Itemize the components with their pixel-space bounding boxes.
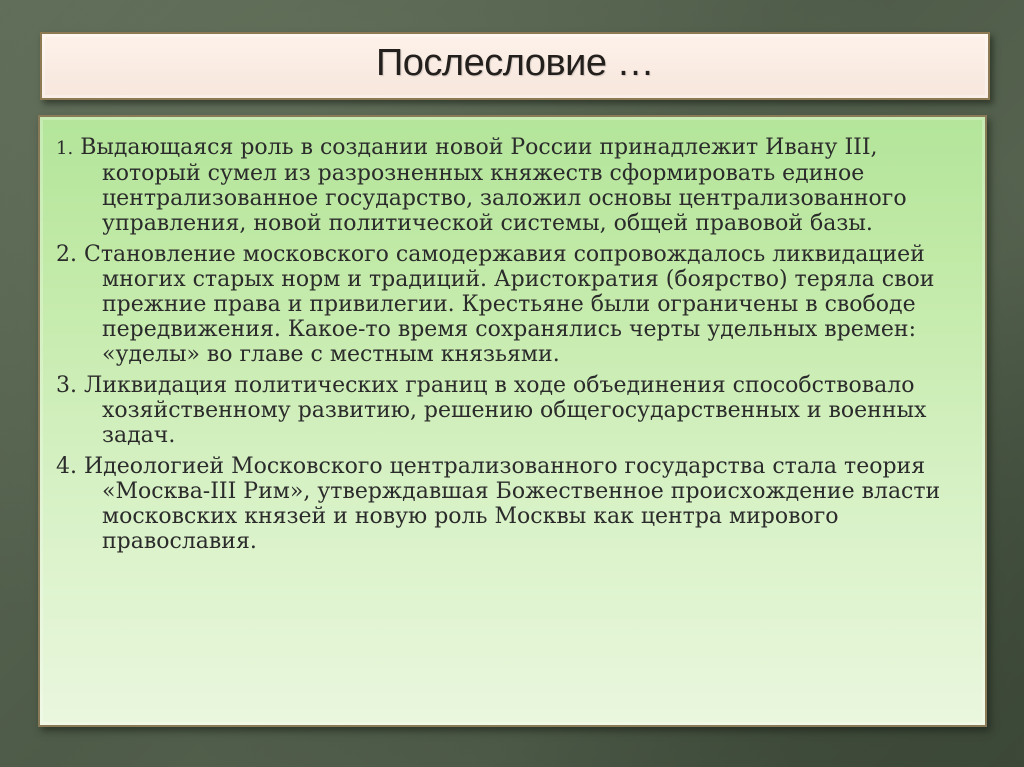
item-number: 3. xyxy=(56,373,77,398)
list-item-4 xyxy=(56,454,961,554)
afterword-list xyxy=(56,135,961,560)
item-text: Становление московского самодержавия сопровождалось ликвидацией многих старых норм и традиций. Аристократия (боярство) теряла свои прежние права и привилегии. Крестьяне были ограничены в свободе передвижения. Какое-то время сохранялись черты удельных времен: «уделы» во главе с местным князьями. xyxy=(84,242,935,367)
list-item-1 xyxy=(56,135,961,236)
slide-title: Послесловие … xyxy=(375,42,655,84)
item-text: Идеологией Московского централизованного государства стала теория «Москва-III Рим», утверждавшая Божественное происхождение власти московских князей и новую роль Москвы как центра мирового православия. xyxy=(84,454,941,554)
content-box xyxy=(38,115,987,727)
item-number: 4. xyxy=(56,454,77,479)
title-box xyxy=(40,32,990,100)
item-number: 2. xyxy=(56,242,77,267)
list-item-3 xyxy=(56,373,961,448)
item-number: 1. xyxy=(56,138,74,159)
list-item-2 xyxy=(56,242,961,367)
item-text: Выдающаяся роль в создании новой России принадлежит Ивану III, который сумел из разрозненных княжеств сформировать единое централизованное государство, заложил основы централизованного управления, новой политической системы, общей правовой базы. xyxy=(80,135,907,236)
item-text: Ликвидация политических границ в ходе объединения способствовало хозяйственному развитию, решению общегосударственных и военных задач. xyxy=(84,373,927,448)
